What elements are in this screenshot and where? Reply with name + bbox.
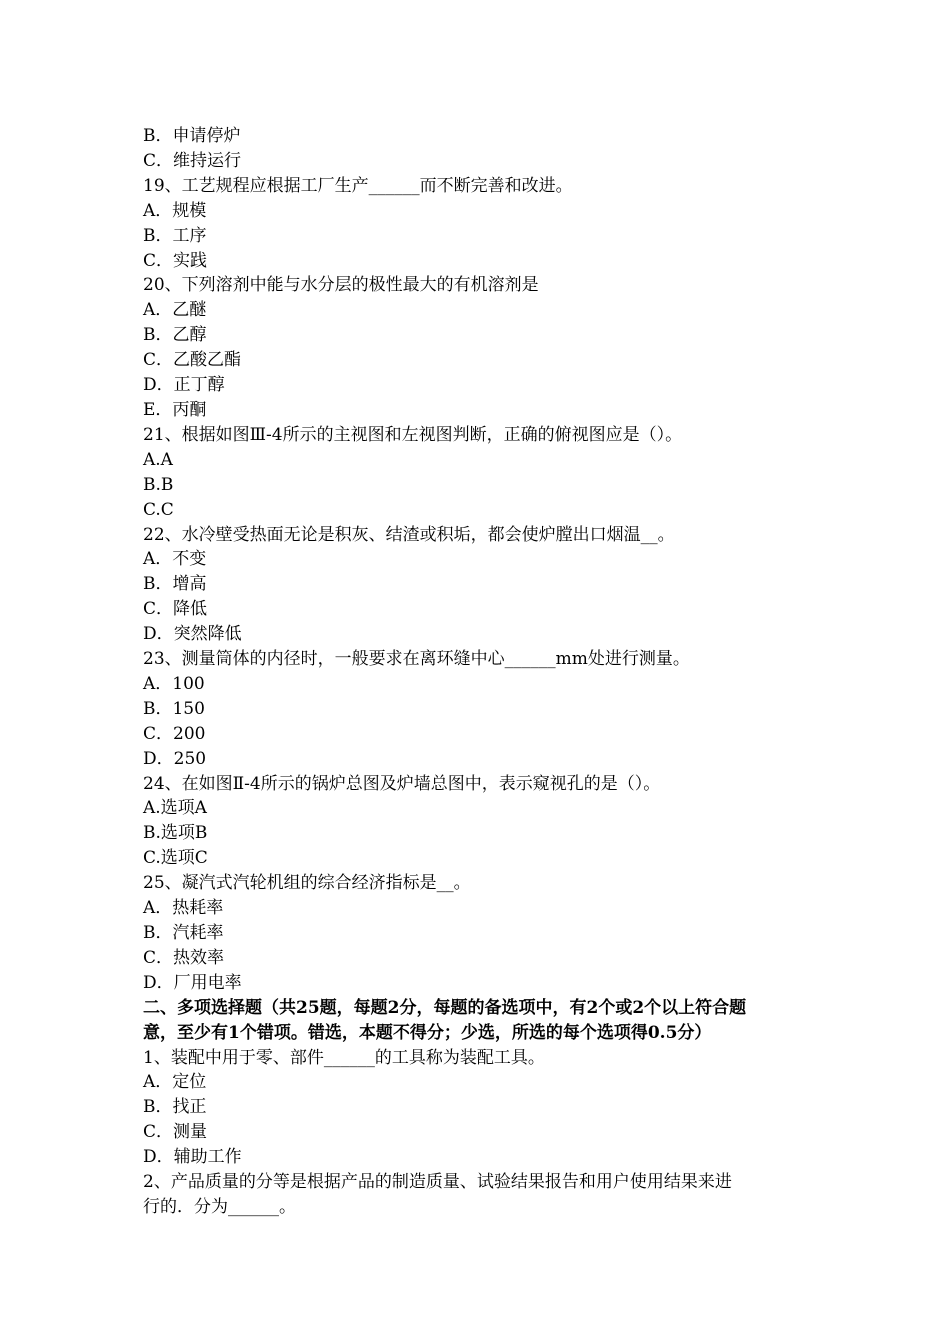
document-body	[143, 124, 815, 1220]
option-line: A.A	[143, 449, 173, 470]
option-line: C．200	[143, 723, 206, 744]
option-line: B．汽耗率	[143, 923, 224, 943]
option-line: A．100	[143, 673, 205, 694]
option-line: B．增高	[143, 574, 207, 595]
option-line: C．乙酸乙酯	[143, 350, 242, 371]
option-line: D．250	[143, 748, 207, 769]
option-line: C.选项C	[143, 848, 208, 869]
option-line: B．找正	[143, 1097, 207, 1118]
question-23: 23、测量筒体的内径时，一般要求在离环缝中心______mm处进行测量。	[143, 649, 690, 670]
option-line: C．测量	[143, 1122, 208, 1143]
option-line: C．实践	[143, 250, 208, 271]
question-20: 20、下列溶剂中能与水分层的极性最大的有机溶剂是	[143, 275, 539, 296]
option-line: C．降低	[143, 599, 208, 620]
option-line: B．乙醇	[143, 325, 207, 346]
question-25: 25、凝汽式汽轮机组的综合经济指标是__。	[143, 873, 471, 894]
option-line: D．突然降低	[143, 624, 242, 645]
option-line: C．热效率	[143, 947, 225, 968]
option-line: B.选项B	[143, 823, 208, 844]
option-line: E．丙酮	[143, 399, 207, 420]
option-line: A．规模	[143, 200, 207, 221]
multi-question-1: 1、装配中用于零、部件______的工具称为装配工具。	[143, 1047, 545, 1068]
multi-question-2-cont: 行的．分为______。	[143, 1196, 296, 1217]
question-22: 22、水冷壁受热面无论是积灰、结渣或积垢，都会使炉膛出口烟温__。	[143, 524, 675, 545]
option-line: A.选项A	[143, 798, 207, 819]
option-line: C.C	[143, 499, 174, 520]
multi-question-2: 2、产品质量的分等是根据产品的制造质量、试验结果报告和用户使用结果来进	[143, 1172, 732, 1193]
option-line: A．定位	[143, 1072, 207, 1093]
option-line: B．工序	[143, 225, 207, 246]
question-21: 21、根据如图Ⅲ-4所示的主视图和左视图判断，正确的俯视图应是（）。	[143, 424, 683, 445]
option-line: A．热耗率	[143, 898, 224, 919]
option-line: A．不变	[143, 549, 207, 570]
section-heading-cont: 意，至少有1个错项。错选，本题不得分；少选，所选的每个选项得0.5分）	[143, 1022, 712, 1043]
question-19: 19、工艺规程应根据工厂生产______而不断完善和改进。	[143, 175, 573, 196]
option-line: B．申请停炉	[143, 126, 241, 146]
option-line: D．正丁醇	[143, 375, 225, 396]
option-line: B.B	[143, 474, 174, 495]
option-line: B．150	[143, 698, 205, 719]
option-line: D．厂用电率	[143, 972, 242, 993]
option-line: C．维持运行	[143, 150, 242, 171]
section-heading: 二、多项选择题（共25题，每题2分，每题的备选项中，有2个或2个以上符合题	[143, 997, 747, 1018]
option-line: D．辅助工作	[143, 1147, 242, 1168]
option-line: A．乙醚	[143, 300, 207, 321]
question-24: 24、在如图Ⅱ-4所示的锅炉总图及炉墙总图中，表示窥视孔的是（）。	[143, 773, 661, 794]
